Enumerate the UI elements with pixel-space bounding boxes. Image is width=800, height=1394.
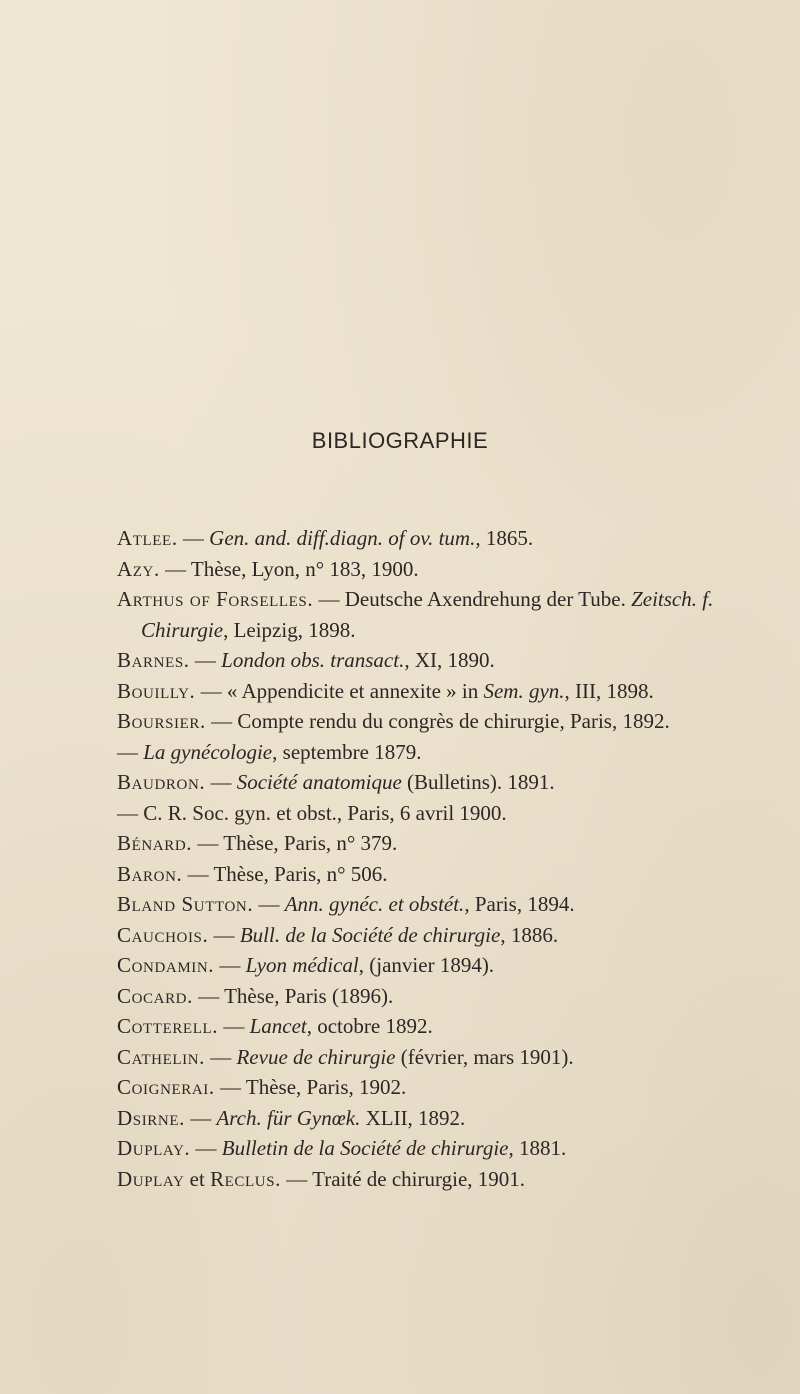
bib-entry: Cathelin. — Revue de chirurgie (février, mars 1901). bbox=[117, 1044, 574, 1069]
bib-author: Coignerai. bbox=[117, 1075, 215, 1099]
bib-source: Bulletin de la Société de chirurgie bbox=[221, 1136, 509, 1160]
bib-source: Lancet bbox=[249, 1014, 307, 1038]
bib-entry: Arthus of Forselles. — Deutsche Axendrehung der Tube. Zeitsch. f. Chirurgie, Leipzig, 1898. bbox=[117, 587, 714, 642]
bib-source: La gynécologie bbox=[143, 739, 273, 764]
bib-author: Cathelin. bbox=[117, 1044, 205, 1069]
bib-author: Cotterell. bbox=[117, 1014, 219, 1038]
bib-author: Azy. bbox=[117, 556, 160, 581]
bib-entry: Bénard. — Thèse, Paris, n° 379. bbox=[117, 831, 398, 855]
bib-source: Sem. gyn. bbox=[483, 678, 565, 703]
bib-author: Bénard. bbox=[117, 831, 193, 855]
bib-entry: Duplay. — Bulletin de la Société de chirurgie, 1881. bbox=[117, 1136, 567, 1160]
bib-author: Cauchois. bbox=[117, 922, 209, 947]
bib-author: Duplay. bbox=[117, 1136, 191, 1160]
bib-entry: Dsirne. — Arch. für Gynœk. XLII, 1892. bbox=[117, 1105, 466, 1130]
bib-author: Bland Sutton. bbox=[117, 892, 254, 916]
bib-source: Zeitsch. f. Chirurgie bbox=[141, 587, 714, 642]
bib-author: Bouilly. bbox=[117, 678, 196, 703]
bib-author: Baudron. bbox=[117, 770, 206, 794]
bib-author: Dsirne. bbox=[117, 1105, 185, 1130]
page-title: BIBLIOGRAPHIE bbox=[311, 428, 489, 453]
bib-entry: Bland Sutton. — Ann. gynéc. et obstét., Paris, 1894. bbox=[117, 892, 575, 916]
bib-entry: Duplay et Reclus. — Traité de chirurgie, 1901. bbox=[117, 1166, 526, 1191]
bib-author: Arthus of Forselles. bbox=[117, 587, 314, 611]
bib-entry: — C. R. Soc. gyn. et obst., Paris, 6 avril 1900. bbox=[117, 800, 507, 825]
bib-source: Arch. für Gynœk. bbox=[216, 1105, 361, 1130]
bib-author: Condamin. bbox=[117, 953, 215, 977]
bib-entry: Boursier. — Compte rendu du congrès de chirurgie, Paris, 1892. bbox=[117, 709, 670, 733]
bib-author: Cocard. bbox=[117, 983, 193, 1008]
bibliography-list bbox=[117, 523, 787, 1194]
bib-entry: Coignerai. — Thèse, Paris, 1902. bbox=[117, 1075, 407, 1099]
bib-author: Duplay bbox=[117, 1166, 185, 1191]
bib-source: Bull. de la Société de chirurgie bbox=[239, 922, 501, 947]
bib-entry: Baron. — Thèse, Paris, n° 506. bbox=[117, 861, 388, 886]
bib-entry: Condamin. — Lyon médical, (janvier 1894). bbox=[117, 953, 495, 977]
bib-source: Société anatomique bbox=[236, 770, 402, 794]
bib-entry: Baudron. — Société anatomique (Bulletins). 1891. bbox=[117, 770, 555, 794]
bib-source: London obs. transact. bbox=[221, 648, 405, 672]
bib-author: Reclus. bbox=[210, 1166, 282, 1191]
bib-entry: — La gynécologie, septembre 1879. bbox=[117, 739, 422, 764]
bib-entry: Cocard. — Thèse, Paris (1896). bbox=[117, 983, 394, 1008]
bib-source: Ann. gynéc. et obstét. bbox=[284, 892, 465, 916]
bib-author: Atlee. bbox=[117, 526, 178, 550]
bib-entry: Azy. — Thèse, Lyon, n° 183, 1900. bbox=[117, 556, 419, 581]
bib-entry: Cauchois. — Bull. de la Société de chirurgie, 1886. bbox=[117, 922, 559, 947]
bib-source: Revue de chirurgie bbox=[236, 1044, 396, 1069]
bib-source: Gen. and. diff.diagn. of ov. tum. bbox=[209, 526, 476, 550]
bib-author: Barnes. bbox=[117, 648, 190, 672]
bib-entry: Atlee. — Gen. and. diff.diagn. of ov. tum., 1865. bbox=[117, 526, 534, 550]
bib-author: Baron. bbox=[117, 861, 183, 886]
bib-author: Boursier. bbox=[117, 709, 206, 733]
bib-source: Lyon médical bbox=[245, 953, 359, 977]
bib-entry: Bouilly. — « Appendicite et annexite » in Sem. gyn., III, 1898. bbox=[117, 678, 654, 703]
bib-entry: Cotterell. — Lancet, octobre 1892. bbox=[117, 1014, 433, 1038]
bib-entry: Barnes. — London obs. transact., XI, 1890. bbox=[117, 648, 495, 672]
